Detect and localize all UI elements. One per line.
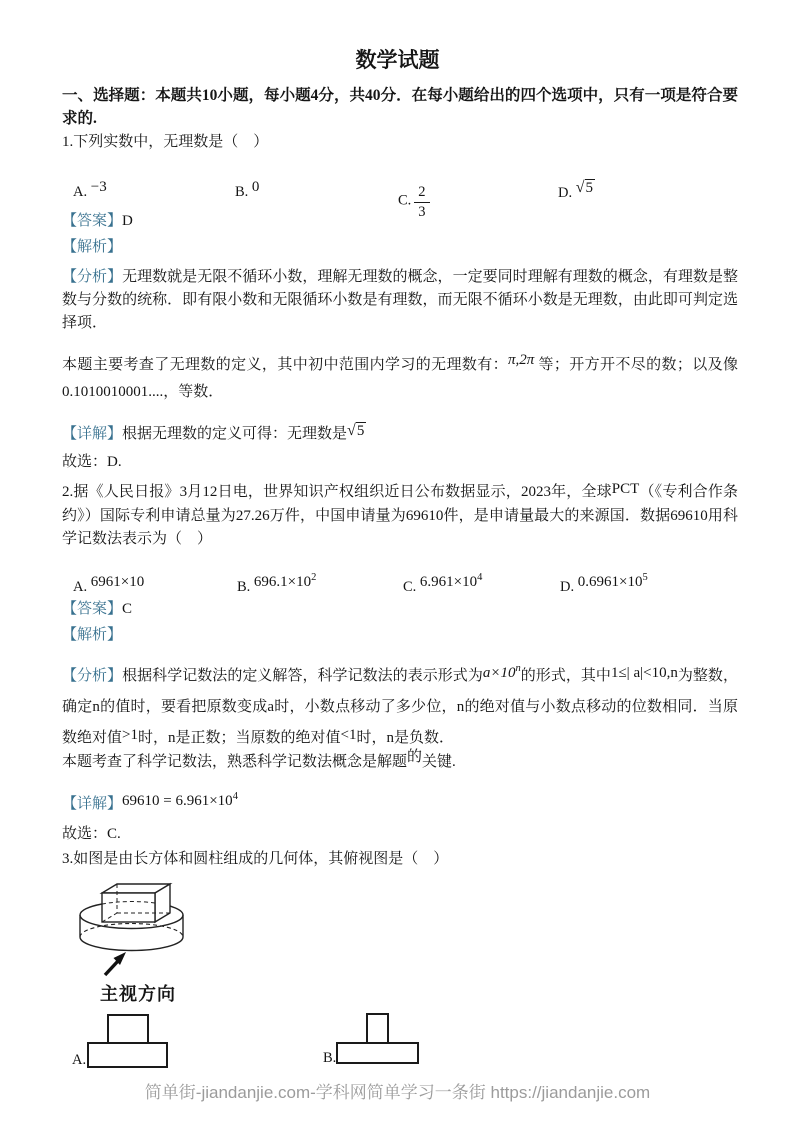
answer-label: 【答案】	[62, 213, 123, 229]
q1-option-a: A. −3	[73, 179, 107, 200]
a-range-formula: 1≤| a|<10,n	[610, 665, 678, 681]
q2-note: 本题考查了科学记数法，熟悉科学记数法概念是解题的关键.	[62, 749, 456, 770]
q1-detail: 【详解】根据无理数的定义可得：无理数是√5	[62, 422, 365, 442]
q1-option-d: D. √5	[558, 179, 594, 201]
pct-abbrev: PCT	[611, 481, 640, 497]
lt-1-formula: <1	[340, 727, 357, 743]
analysis-label: 【分析】	[62, 269, 123, 285]
q2-conclusion: 故选：C.	[62, 826, 121, 842]
question-2-stem: 2.据《人民日报》3月12日电，世界知识产权组织近日公布数据显示，2023年，全球PCT（《专利合作条约》）国际专利申请总量为27.26万件，中国申请量为69610件，是申请量最大的来源国．数据69610用科学记数法表示为（ ）	[62, 481, 738, 547]
q2-option-b: B. $696.1\times 10^2$	[237, 572, 317, 595]
q2-detail	[62, 791, 738, 817]
q1-conclusion: 故选：D.	[62, 454, 122, 470]
q3-option-a-figure	[68, 1012, 178, 1070]
composite-solid-figure	[65, 878, 275, 1008]
option-a-view-drawing	[68, 1012, 178, 1070]
q1-option-c: C. $\frac{2}{3}$	[398, 184, 430, 220]
q1-option-d-sqrt: √5	[575, 179, 594, 196]
detail-label: 【详解】	[62, 796, 123, 812]
q1-answer-line	[62, 210, 738, 233]
q1-option-b: B. 0	[235, 179, 260, 200]
pi-formula: π,2π	[508, 352, 535, 368]
watermark-footer: 简单街-jiandanjie.com-学科网简单学习一条街 https://jiandanjie.com	[144, 1083, 651, 1102]
radical-sign: √	[575, 179, 585, 196]
decimal-example: 0.1010010001....	[62, 384, 164, 400]
sqrt-5-formula: √5	[347, 422, 365, 439]
question-1-options	[62, 160, 762, 220]
q2-option-b-value: $696.1\times 10^2$	[253, 572, 317, 590]
q2-answer-line	[62, 598, 738, 621]
answer-label: 【答案】	[62, 601, 123, 617]
q2-option-a: A. 6961×10	[73, 574, 145, 595]
explain-label: 【解析】	[62, 239, 123, 255]
cylinder-cuboid-drawing	[65, 878, 275, 980]
question-3-stem: 3.如图是由长方体和圆柱组成的几何体，其俯视图是（ ）	[62, 851, 449, 867]
q2-answer-value: C	[122, 601, 133, 617]
q2-option-d: D. $0.6961\times 10^5$	[560, 572, 648, 595]
q3-option-a-key: A.	[72, 1052, 87, 1068]
view-direction-label: 主视方向	[100, 984, 176, 1004]
q1-option-b-value: 0	[251, 179, 260, 195]
sci-notation-formula: $a\times 10^n$	[482, 663, 521, 681]
q1-note: 本题主要考查了无理数的定义，其中初中范围内学习的无理数有：π,2π 等；开方开不尽的数；以及像0.1010010001....，等数．	[62, 352, 738, 400]
view-direction-arrow-icon	[105, 952, 126, 975]
q1-answer-value: D	[122, 213, 133, 229]
q1-option-a-value: −3	[90, 179, 107, 195]
option-b-view-drawing	[330, 1012, 430, 1067]
q1-option-c-fraction: $\frac{2}{3}$	[414, 184, 429, 220]
question-1-stem: 1.下列实数中，无理数是（ ）	[62, 134, 269, 150]
q1-analysis: 【分析】无理数就是无限不循环小数，理解无理数的概念，一定要同时理解有理数的概念，有理数是整数与分数的统称．即有限小数和无限循环小数是有理数，而无限不循环小数是无理数，由此即可判定选择项．	[62, 269, 738, 331]
raised-char: 的	[407, 749, 423, 765]
q2-option-c-value: $6.961\times 10^4$	[419, 572, 483, 590]
gt-1-formula: >1	[122, 727, 138, 743]
page-title: 数学试题	[355, 48, 440, 72]
q2-option-a-value: 6961×10	[90, 574, 145, 590]
q3-option-b-key: B.	[323, 1050, 337, 1066]
explain-label: 【解析】	[62, 627, 123, 643]
analysis-label: 【分析】	[62, 668, 123, 684]
q3-option-b-figure	[330, 1012, 430, 1067]
q2-option-d-value: $0.6961\times 10^5$	[577, 572, 648, 590]
detail-label: 【详解】	[62, 426, 123, 442]
q1-explain-line	[62, 236, 738, 259]
radical-sign: √	[347, 422, 356, 439]
section-header: 一、选择题：本题共10小题，每小题4分，共40分．在每小题给出的四个选项中，只有一项是符合要求的.	[62, 87, 738, 127]
q2-option-c: C. $6.961\times 10^4$	[403, 572, 483, 595]
q2-analysis: 【分析】根据科学记数法的定义解答，科学记数法的表示形式为$a\times 10^n$的形式，其中1≤| a|<10,n为整数，确定n的值时，要看把原数变成a时，小数点移动了多少位，n的绝对值与小数点移动的位数相同．当原数绝对值>1时，n是正数；当原数的绝对值<1时，n是负数．	[62, 663, 738, 746]
sci-notation-result: $69610 = 6.961\times 10^4$	[122, 791, 238, 809]
q2-explain-line	[62, 624, 738, 647]
